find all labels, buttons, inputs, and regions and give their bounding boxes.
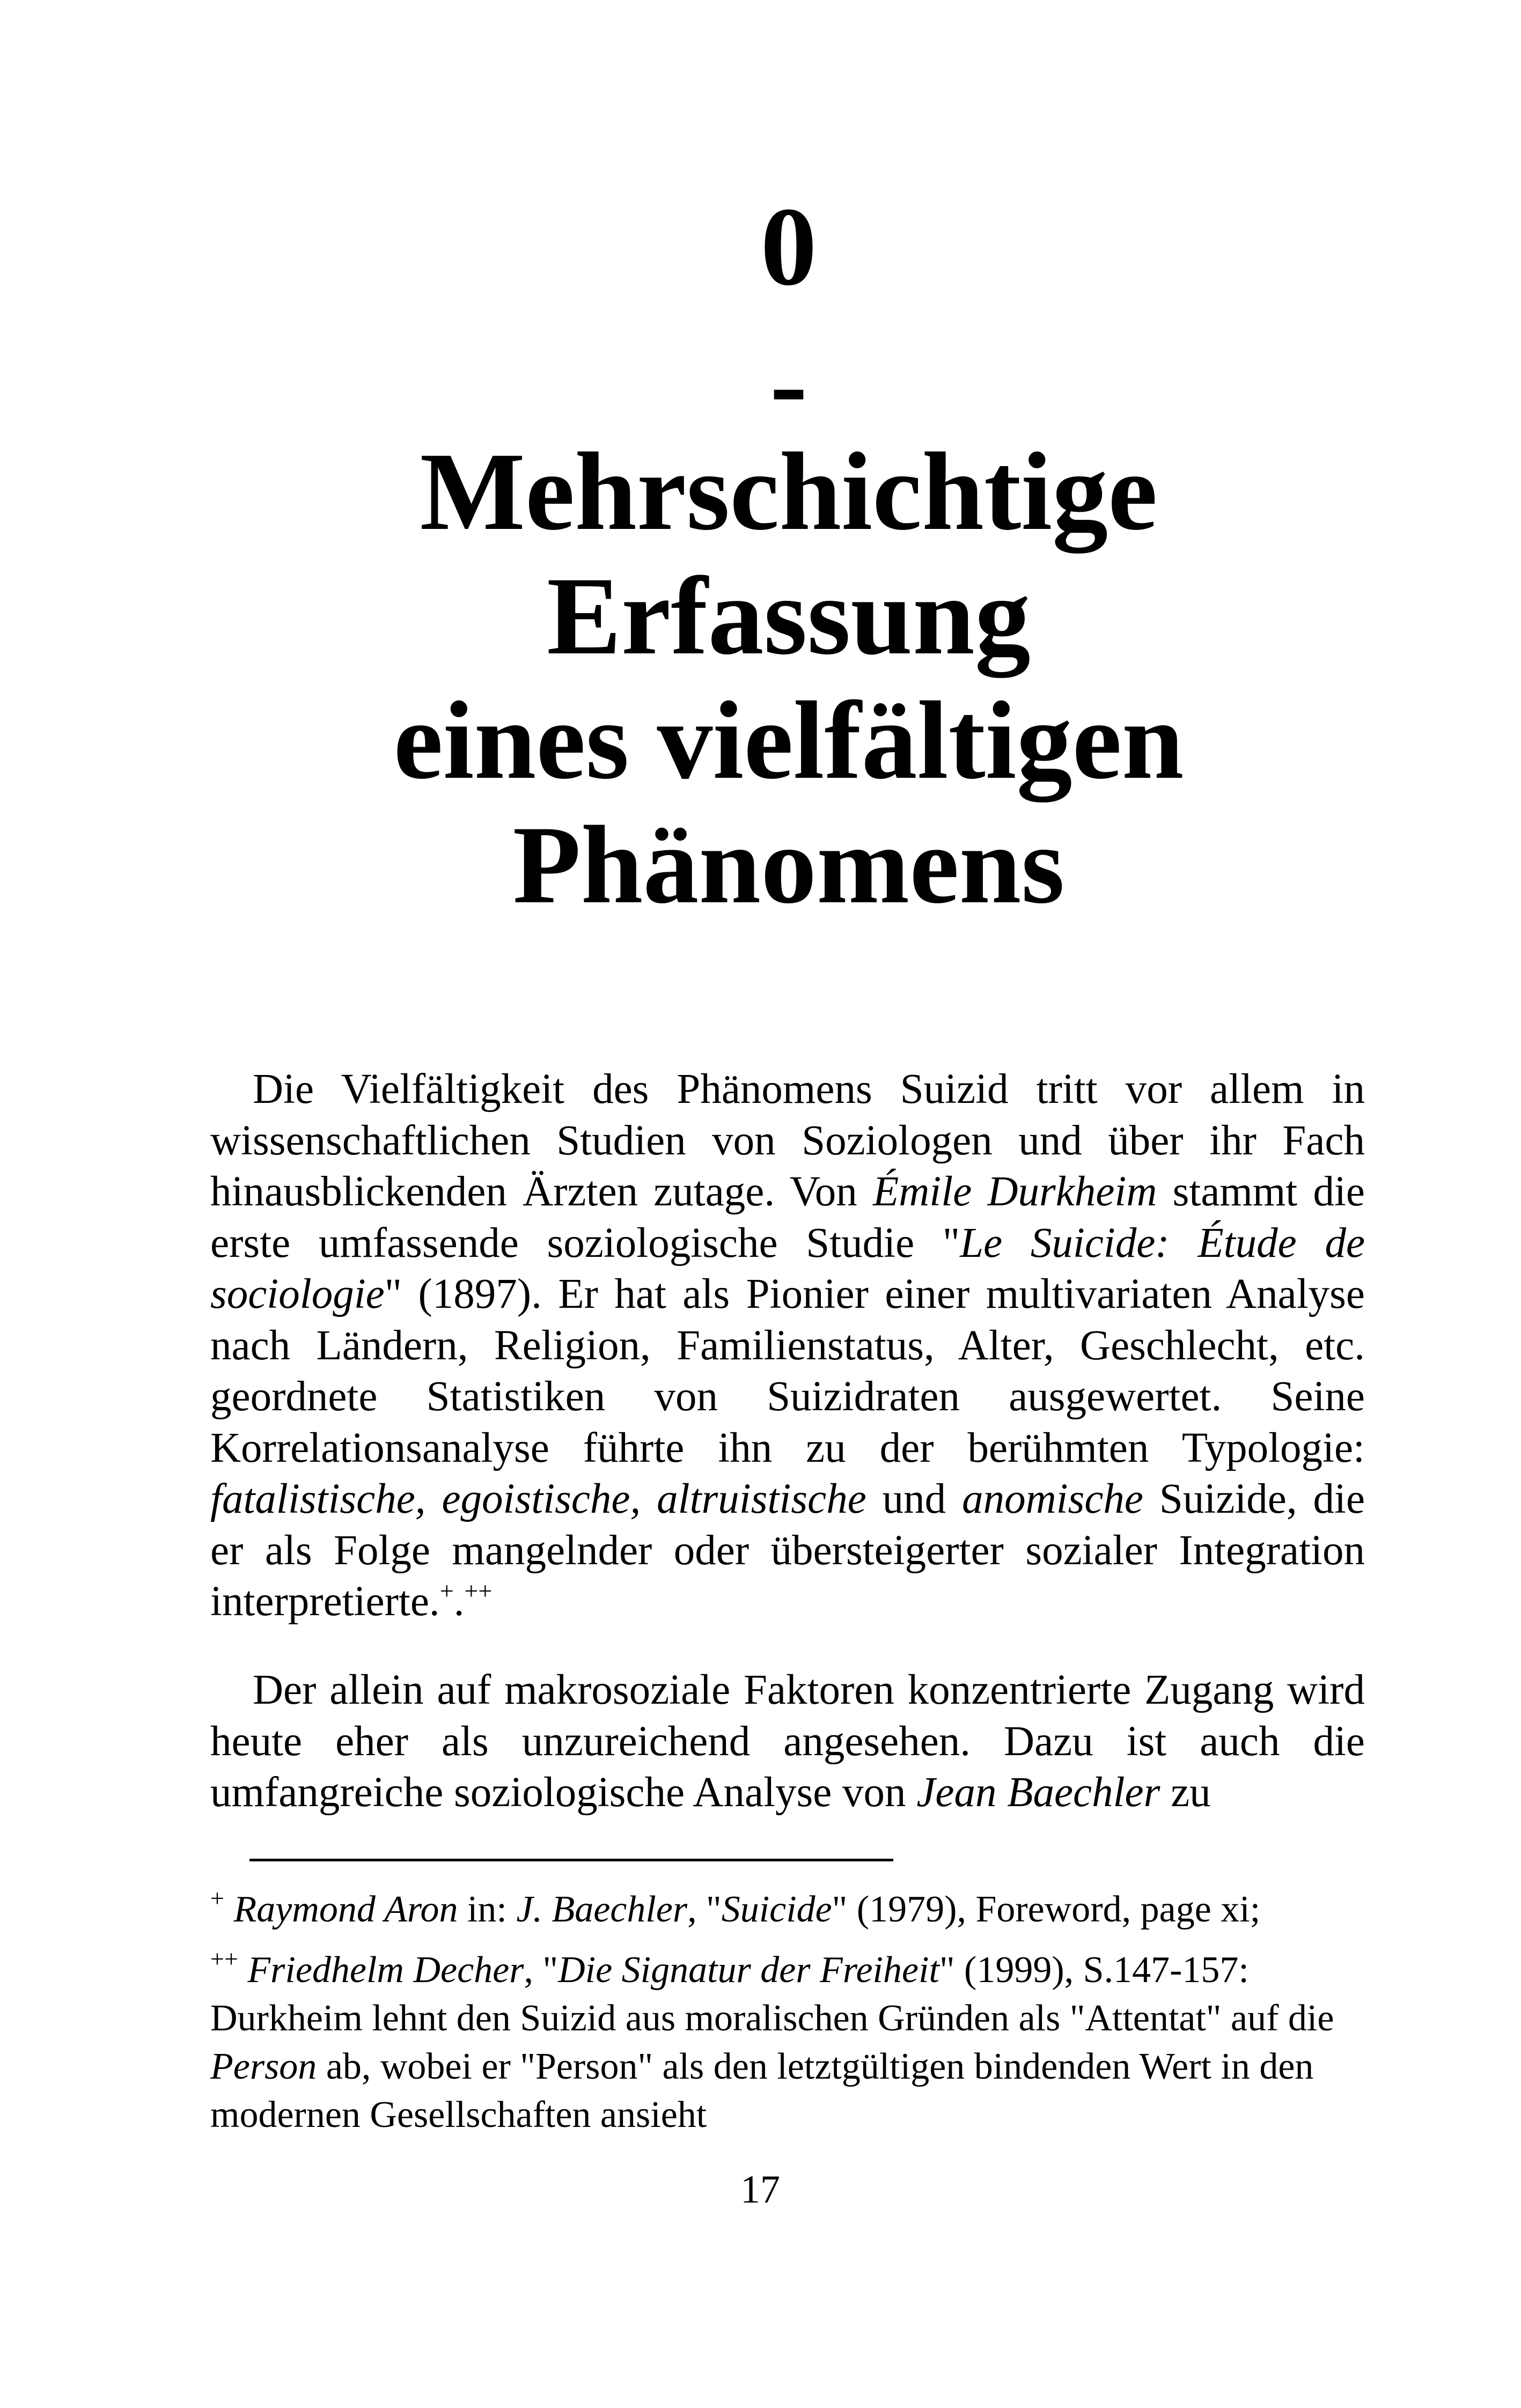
author-name: Raymond Aron: [233, 1889, 458, 1930]
paragraph-text: Der allein auf makrosoziale Faktoren konzentrierte Zugang wird heute eher als unzureichend angesehen. Dazu ist auch die umfangreiche soziologische Analyse von: [210, 1667, 1365, 1816]
page-number: 17: [740, 2168, 780, 2212]
footnote-divider: [249, 1859, 893, 1861]
typology-terms: fatalistische, egoistische, altruistische: [210, 1476, 866, 1522]
chapter-number: 0: [760, 185, 817, 309]
paragraph-text: stammt die erste umfassende soziologische Studie ": [210, 1168, 1365, 1266]
chapter-title-line: Erfassung: [547, 554, 1031, 678]
chapter-title: [376, 429, 1202, 927]
author-name: Jean Baechler: [916, 1769, 1160, 1816]
paragraph-text: Suizide, die er als Folge mangelnder oder übersteigerter sozialer Integration interpretierte.: [210, 1476, 1365, 1625]
author-name: Friedhelm Decher: [247, 1949, 524, 1991]
paragraph-text: .: [453, 1578, 465, 1625]
body-paragraph-1: [210, 1064, 1365, 1628]
chapter-title-line: eines vielfältigen: [393, 679, 1184, 802]
paragraph-text: und: [866, 1476, 962, 1522]
footnote-marker: +: [210, 1884, 224, 1912]
footnote-reference-1[interactable]: +: [439, 1577, 454, 1604]
footnote-text: " (1999), S.147-157: Durkheim lehnt den Suizid aus moralischen Gründen als "Attentat" auf die: [210, 1949, 1334, 2039]
typology-term: anomische: [962, 1476, 1143, 1522]
book-title: Die Signatur der Freiheit: [558, 1949, 939, 1991]
paragraph-text: " (1897). Er hat als Pionier einer multivariaten Analyse nach Ländern, Religion, Familienstatus, Alter, Geschlecht, etc. geordnete Statistiken von Suizidraten ausgewertet. Seine Korrelationsanalyse führte ihn zu der berühmten Typologie:: [210, 1271, 1365, 1471]
body-paragraph-2: [210, 1665, 1365, 1818]
chapter-dash: -: [770, 321, 807, 446]
footnote-text: " (1979), Foreword, page xi;: [832, 1889, 1261, 1930]
book-title: Suicide: [721, 1889, 832, 1930]
chapter-title-line: Mehrschichtige: [420, 430, 1158, 553]
footnote-text: ab, wobei er "Person" als den letztgültigen bindenden Wert in den modernen Gesellschaften ansieht: [210, 2046, 1314, 2135]
book-title: Le Suicide: Étude de sociologie: [210, 1219, 1365, 1317]
chapter-title-line: Phänomens: [512, 803, 1065, 926]
footnote-2: [210, 1946, 1365, 2139]
footnote-text: , ": [524, 1949, 559, 1991]
emphasis-term: Person: [210, 2046, 317, 2087]
author-name: Émile Durkheim: [873, 1168, 1157, 1215]
footnote-marker: ++: [210, 1945, 238, 1972]
footnote-1: [210, 1886, 1365, 1934]
footnote-text: in:: [458, 1889, 517, 1930]
paragraph-text: zu: [1160, 1769, 1211, 1816]
author-name: J. Baechler: [516, 1889, 688, 1930]
footnote-reference-2[interactable]: ++: [464, 1577, 493, 1604]
paragraph-text: Die Vielfältigkeit des Phänomens Suizid tritt vor allem in wissenschaftlichen Studien von Soziologen und über ihr Fach hinausblickenden Ärzten zutage. Von: [210, 1066, 1365, 1215]
footnote-text: , ": [687, 1889, 722, 1930]
